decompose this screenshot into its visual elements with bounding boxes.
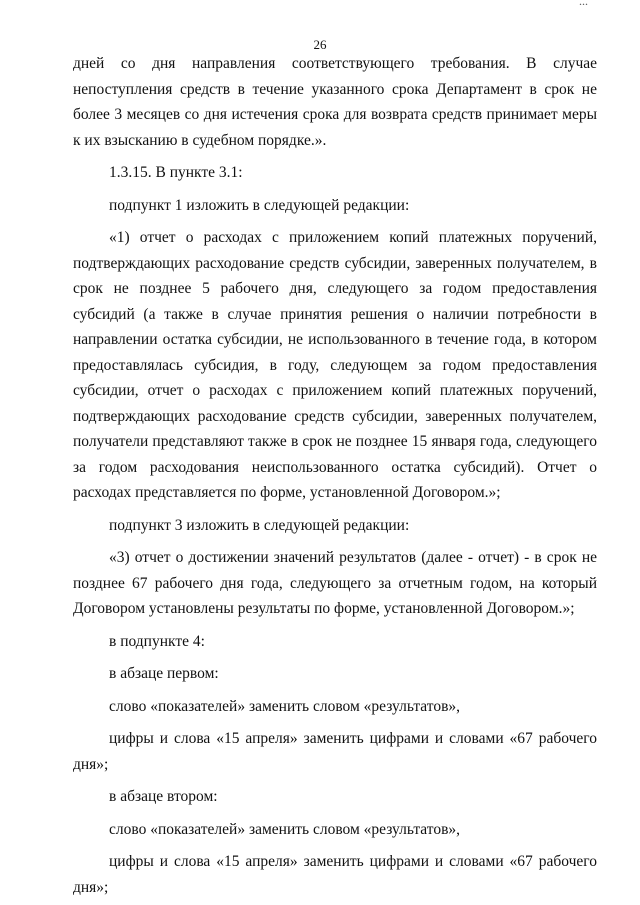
paragraph: подпункт 3 изложить в следующей редакции: — [109, 516, 410, 534]
corner-mark: ... — [579, 0, 588, 8]
paragraph: 1.3.15. В пункте 3.1: — [109, 164, 243, 181]
paragraph: слово «показателей» заменить словом «результатов», — [109, 820, 461, 838]
paragraph: подпункт 1 изложить в следующей редакции: — [109, 196, 410, 214]
paragraph: слово «показателей» заменить словом «результатов», — [109, 697, 461, 715]
paragraph: дней со дня направления соответствующего требования. В случае непоступления средств в течение указанного срока Департамент в срок не более 3 месяцев со дня истечения срока для возврата средств принимает меры к их взысканию в судебном порядке.». — [73, 55, 597, 149]
paragraph: цифры и слова «15 апреля» заменить цифрами и словами «67 рабочего дня»; — [73, 730, 597, 773]
document-body — [73, 51, 597, 900]
paragraph: цифры и слова «15 апреля» заменить цифрами и словами «67 рабочего дня»; — [73, 853, 597, 896]
paragraph: «3) отчет о достижении значений результатов (далее - отчет) - в срок не позднее 67 рабочего дня года, следующего за отчетным годом, на который Договором установлены результаты по форме, установленной Договором.»; — [73, 549, 597, 617]
paragraph: в абзаце втором: — [109, 788, 218, 805]
page-number: 26 — [313, 37, 327, 52]
paragraph: «1) отчет о расходах с приложением копий платежных поручений, подтверждающих расходование средств субсидии, заверенных получателем, в срок не позднее 5 рабочего дня, следующего за годом предоставления субсидий (а также в случае принятия решения о наличии потребности в направлении остатка субсидии, не использованного в течение года, в котором предоставлялась субсидия, в году, следующем за годом предоставления субсидии, отчет о расходах с приложением копий платежных поручений, подтверждающих расходование средств субсидии, заверенных получателем, получатели представляют также в срок не позднее 15 января года, следующего за годом расходования неиспользованного остатка субсидий). Отчет о расходах представляется по форме, установленной Договором.»; — [73, 229, 597, 501]
paragraph: в абзаце первом: — [109, 665, 219, 682]
paragraph: в подпункте 4: — [109, 632, 205, 650]
